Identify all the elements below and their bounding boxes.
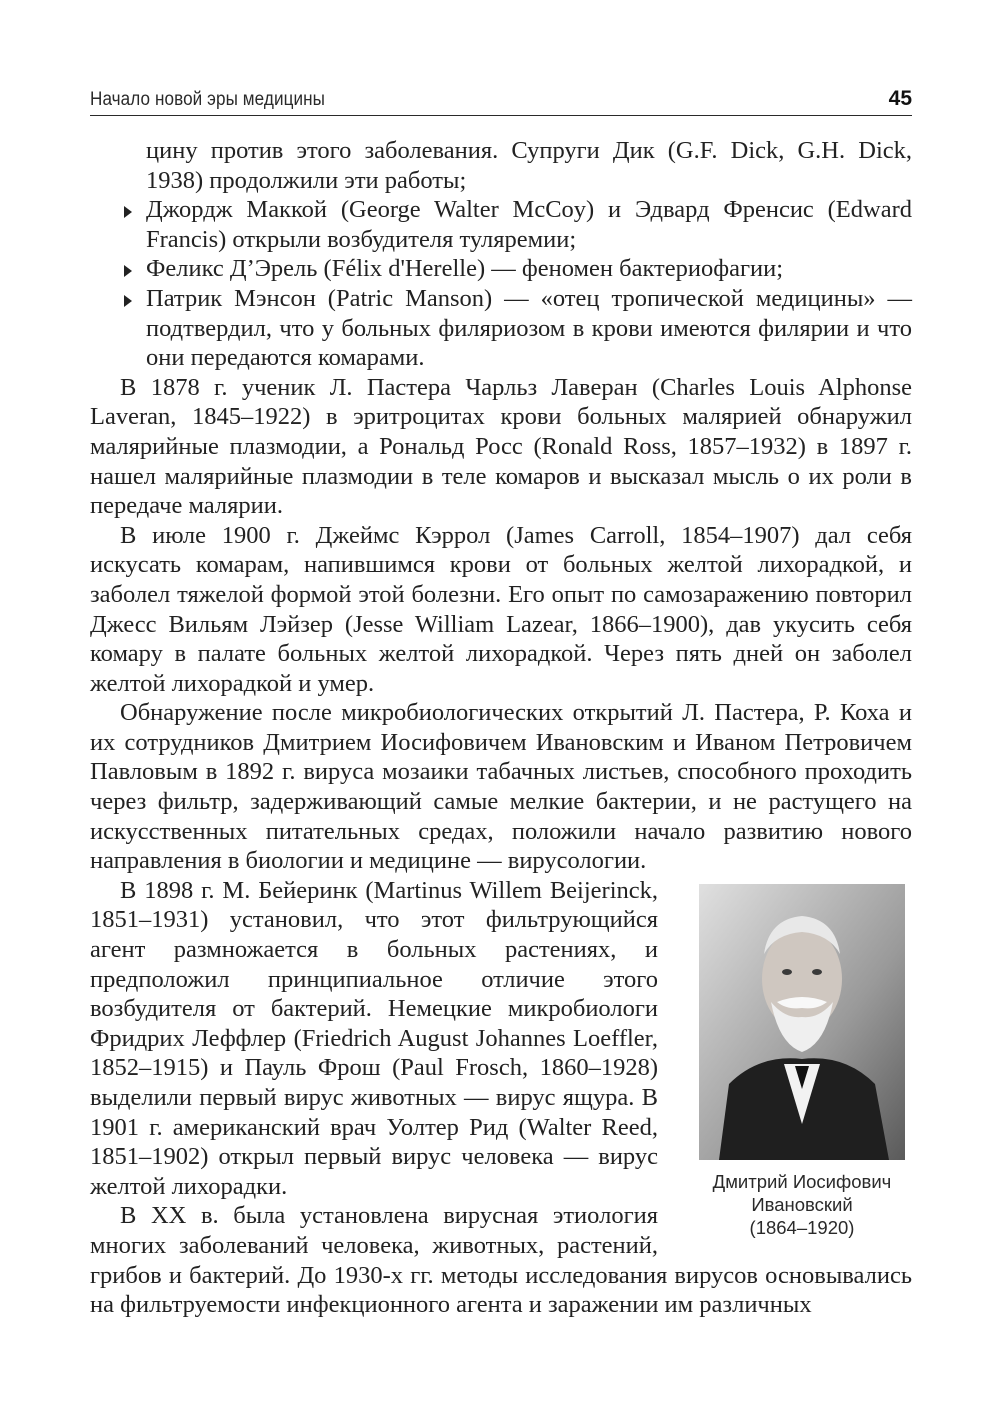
portrait-figure (692, 884, 912, 1239)
body-text (90, 136, 912, 1320)
list-item: Джордж Маккой (George Walter McCoy) и Эдвард Френсис (Edward Francis) открыли возбудителя туляремии; (146, 195, 912, 254)
paragraph: В июле 1900 г. Джеймс Кэррол (James Carroll, 1854–1907) дал себя искусать комарам, напившимся крови от больных желтой лихорадкой, и заболел тяжелой формой этой болезни. Его опыт по самозаражению повторил Джесс Вильям Лэйзер (Jesse William Lazear, 1866–1900), дав укусить себя комару в палате больных желтой лихорадкой. Через пять дней он заболел желтой лихорадкой и умер. (90, 521, 912, 697)
caption-name: Дмитрий Иосифович (712, 1170, 892, 1192)
list-item: Патрик Мэнсон (Patric Manson) — «отец тропической медицины» — подтвердил, что у больных филяриозом в крови имеются филярии и что они передаются комарами. (146, 284, 912, 373)
list-item: Феликс Д’Эрель (Félix d'Herelle) — феномен бактериофагии; (146, 254, 912, 284)
running-header (90, 86, 912, 116)
paragraph: В 1878 г. ученик Л. Пастера Чарльз Лаверан (Charles Louis Alphonse Laveran, 1845–1922) в эритроцитах крови больных малярией обнаружил малярийные плазмодии, а Рональд Росс (Ronald Ross, 1857–1932) в 1897 г. нашел малярийные плазмодии в теле комаров и высказал мысль о их роли в передаче малярии. (90, 373, 912, 520)
portrait-caption (692, 1170, 912, 1239)
bullet-list (90, 195, 912, 373)
paragraph: Обнаружение после микробиологических открытий Л. Пастера, Р. Коха и их сотрудников Дмитрием Иосифовичем Ивановским и Иваном Петровичем Павловым в 1892 г. вируса мозаики табачных листьев, способного проходить через фильтр, задерживающий самые мелкие бактерии, и не растущего на искусственных питательных средах, положили начало развитию нового направления в биологии и медицине — вирусологии. (90, 699, 912, 875)
paragraph: В XX в. была установлена вирусная этиология многих заболеваний человека, животных, растений, грибов и бактерий. До 1930-х гг. методы исследования вирусов основывались на фильтруемости инфекционного агента и заражении им различных (90, 1202, 912, 1319)
portrait-photo (699, 884, 905, 1160)
triangle-bullet-icon (124, 206, 132, 218)
triangle-bullet-icon (124, 295, 132, 307)
caption-years: (1864–1920) (749, 1216, 855, 1238)
page-number: 45 (888, 87, 912, 110)
caption-surname: Ивановский (751, 1193, 853, 1215)
paragraph: В 1898 г. М. Бейеринк (Martinus Willem Beijerinck, 1851–1931) установил, что этот фильтрующийся агент размножается в больных растениях, и предположил принципиальное отличие этого возбудителя от бактерий. Немецкие микробиологи Фридрих Леффлер (Friedrich August Johannes Loeffler, 1852–1915) и Пауль Фрош (Paul Frosch, 1860–1928) выделили первый вирус животных — вирус ящура. В 1901 г. американский врач Уолтер Рид (Walter Reed, 1851–1902) открыл первый вирус человека — вирус желтой лихорадки. (90, 876, 658, 1200)
triangle-bullet-icon (124, 265, 132, 277)
continuation-text: цину против этого заболевания. Супруги Дик (G.F. Dick, G.H. Dick, 1938) продолжили эти работы; (146, 137, 912, 194)
running-title: Начало новой эры медицины (90, 89, 326, 110)
